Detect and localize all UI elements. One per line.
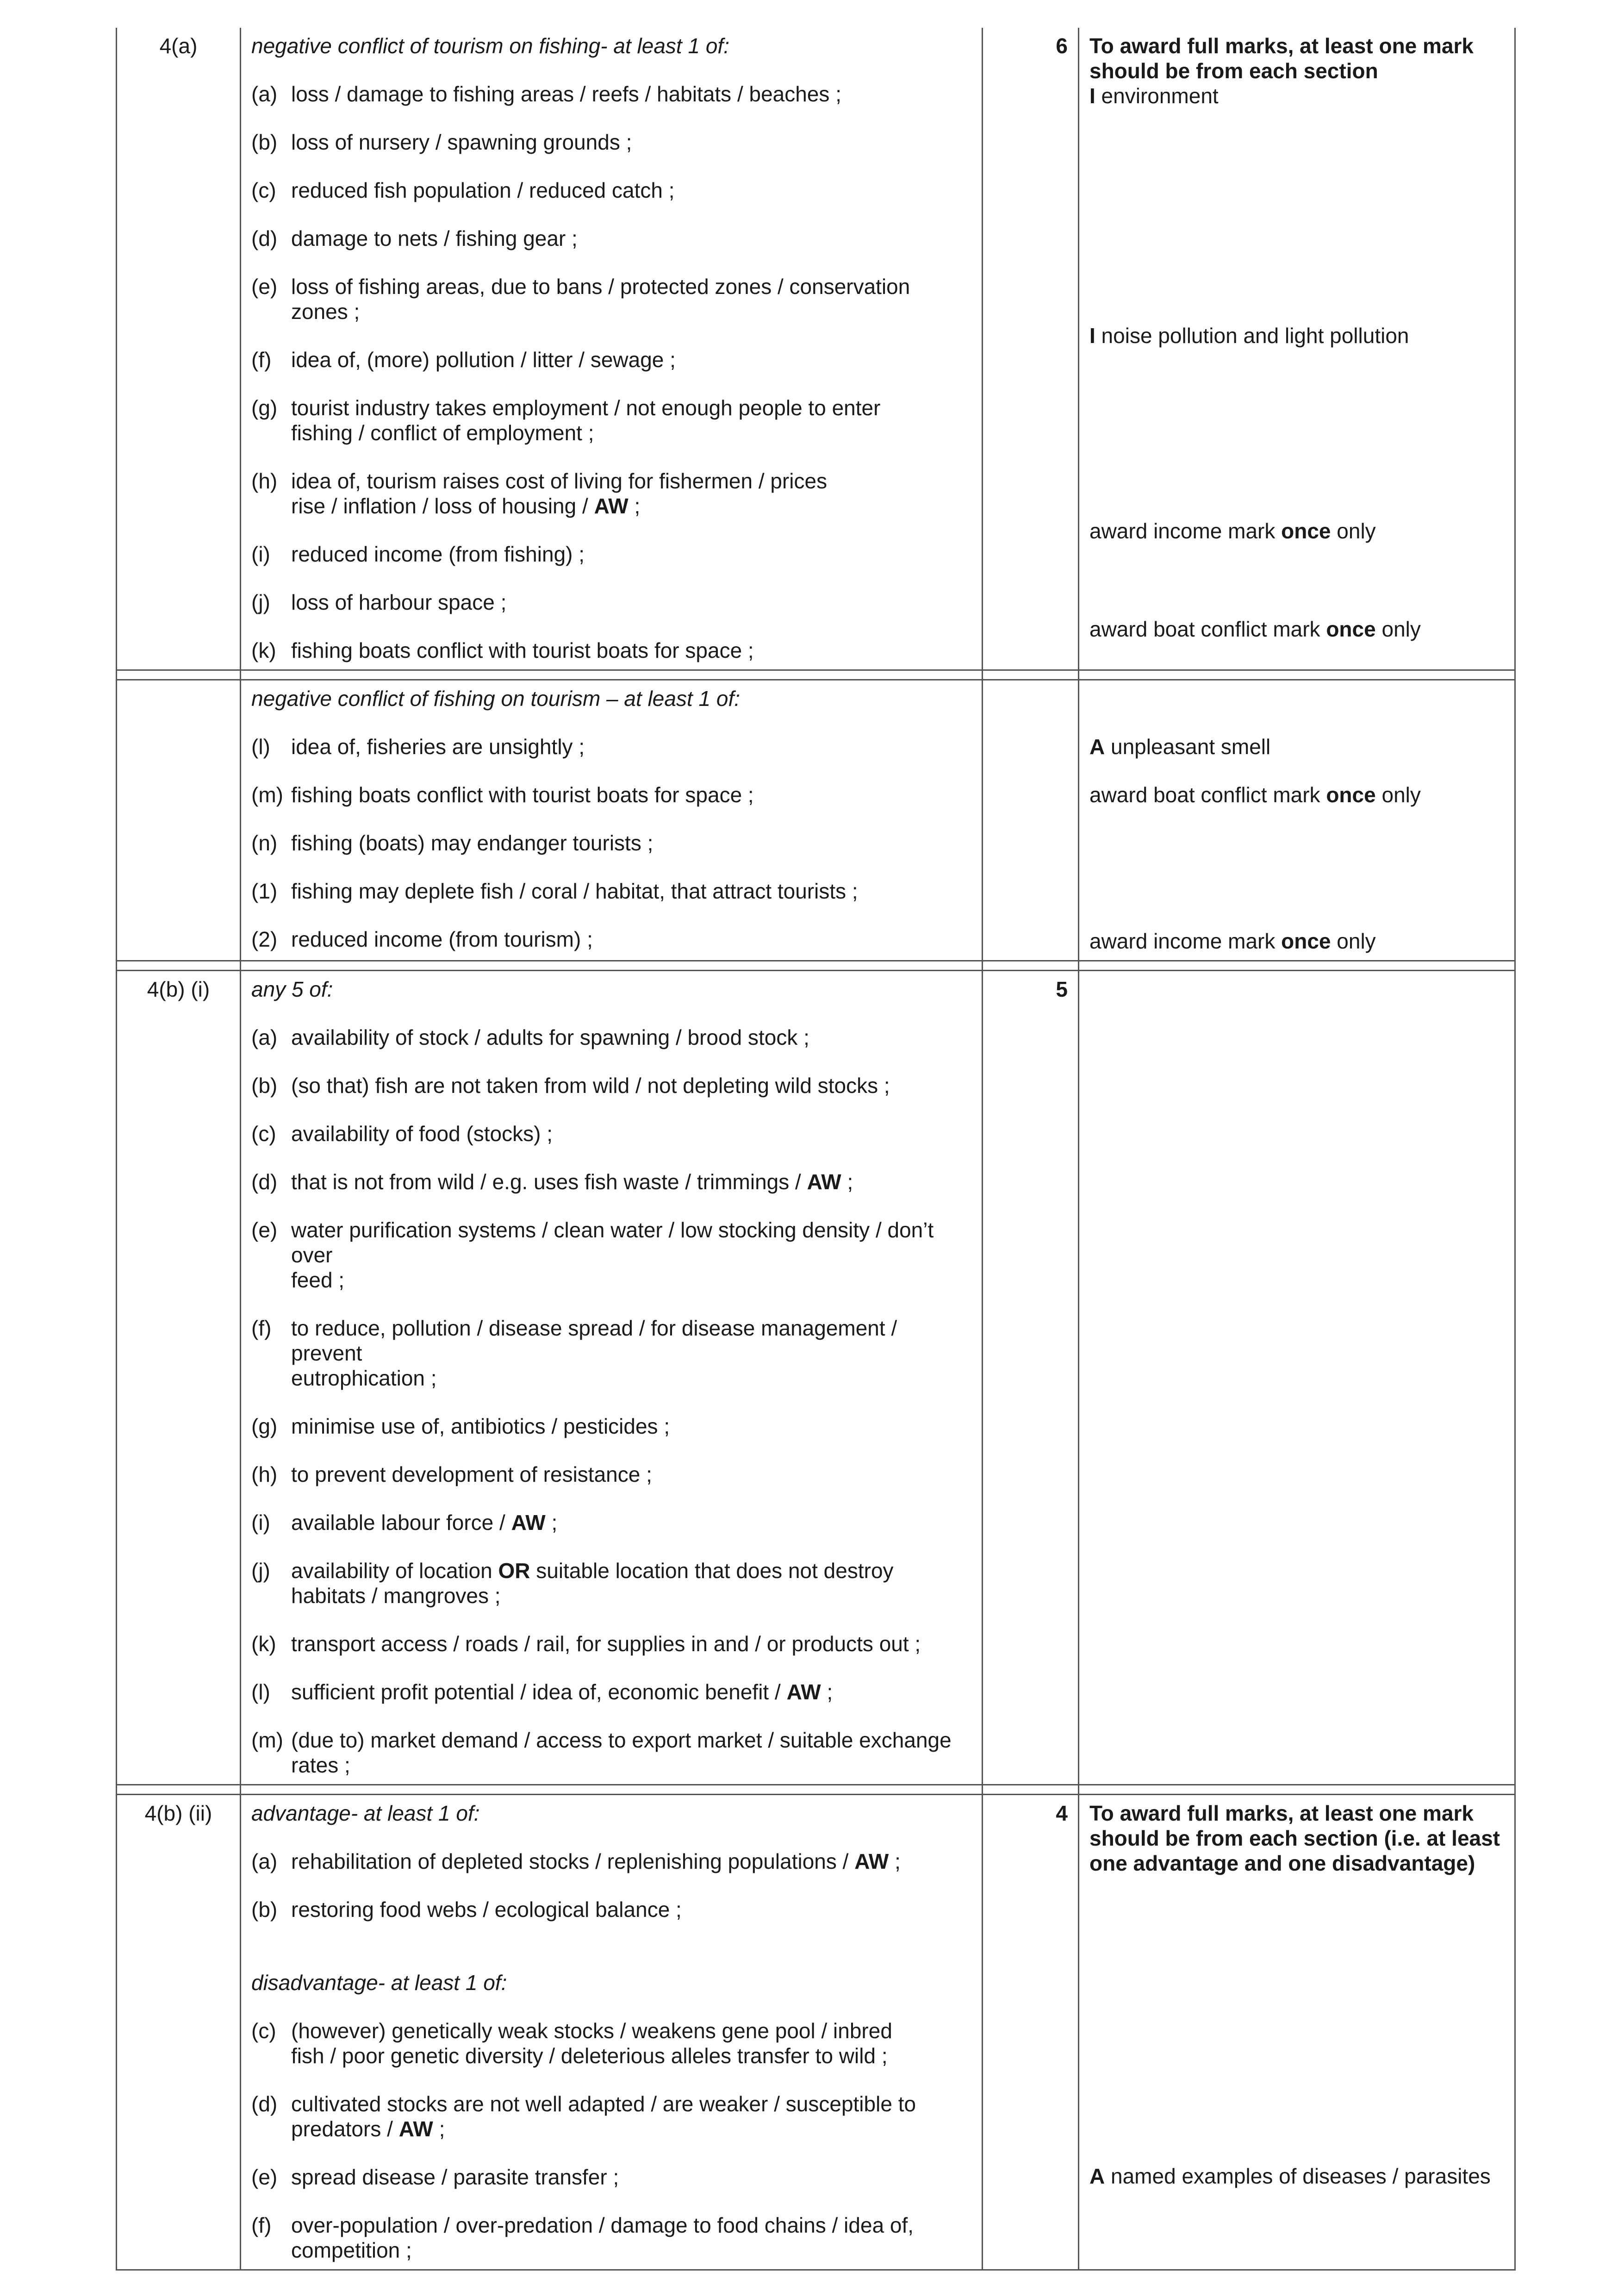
answer-item: (h) idea of, tourism raises cost of living for fishermen / prices: [251, 469, 828, 493]
answer-item: (f) idea of, (more) pollution / litter / sewage ;: [251, 348, 676, 372]
guidance-note: award boat conflict mark once only: [1089, 783, 1421, 807]
answer-item: (d) that is not from wild / e.g. uses fish waste / trimmings / AW ;: [251, 1170, 853, 1194]
answer-item: (c) reduced fish population / reduced catch ;: [251, 178, 675, 202]
marks-value: 6: [1056, 34, 1068, 58]
row-4a-tourism-on-fishing: [117, 28, 1515, 670]
guidance-accept: A named examples of diseases / parasites: [1089, 2164, 1491, 2188]
question-number-cell: [117, 28, 241, 670]
answer-item: (i) reduced income (from fishing) ;: [251, 542, 585, 566]
row-4a-fishing-on-tourism: [117, 680, 1515, 961]
guidance-note: award income mark once only: [1089, 519, 1376, 543]
question-number: 4(a): [159, 34, 198, 58]
answer-item: (c) (however) genetically weak stocks / weakens gene pool / inbred: [251, 2019, 892, 2043]
guidance-full-marks: To award full marks, at least one mark: [1089, 1801, 1474, 1825]
marks-value: 5: [1056, 977, 1068, 1001]
guidance-cell: To award full marks, at least one mark should be from each section I environment I noise pollution and light pollution award income mark once only award boat conflict mark once only: [1079, 28, 1515, 670]
answer-item: (n) fishing (boats) may endanger tourists ;: [251, 831, 653, 855]
guidance-ignore: I noise pollution and light pollution: [1089, 324, 1409, 348]
answer-item: (m) (due to) market demand / access to export market / suitable exchange: [251, 1728, 952, 1752]
answer-item: (f) over-population / over-predation / damage to food chains / idea of,: [251, 2213, 914, 2237]
answer-item: (k) transport access / roads / rail, for supplies in and / or products out ;: [251, 1632, 921, 1656]
answer-item: (e) spread disease / parasite transfer ;: [251, 2165, 619, 2189]
answer-item: (m) fishing boats conflict with tourist boats for space ;: [251, 783, 754, 807]
answer-item: (d) damage to nets / fishing gear ;: [251, 226, 578, 250]
group-heading: negative conflict of fishing on tourism – at least 1 of:: [251, 686, 740, 711]
answer-item: (e) water purification systems / clean water / low stocking density / don’t over: [251, 1218, 934, 1267]
guidance-note: award boat conflict mark once only: [1089, 617, 1421, 641]
row-4bii: 4(b) (ii) advantage- at least 1 of: (a) rehabilitation of depleted stocks / replenishing populations / AW ; (b) restoring food webs / ecological balance ; disadvantage- at least 1 of: (c) (however) genetically weak stocks / weakens gene pool / inbred fish / poor genetic diversity / deleterious alleles transfer to wild ; (d) cultivated stocks are not well adapted / are weaker / susceptible to predators / AW ; (e) spread disease / parasite transfer ; (f) over-population / over-predation / damage to food chains / idea of, competition ; 4 To award full marks, at least one mark should be from each section (i.e. at least one advantage and one disadvantage) A named examples of diseases / parasites: [117, 1795, 1515, 2270]
answer-item: (d) cultivated stocks are not well adapted / are weaker / susceptible to: [251, 2092, 916, 2116]
answer-item: (b) loss of nursery / spawning grounds ;: [251, 130, 632, 154]
answer-item: (k) fishing boats conflict with tourist boats for space ;: [251, 638, 754, 662]
group-heading: disadvantage- at least 1 of:: [251, 1971, 507, 1995]
guidance-ignore: I environment: [1089, 84, 1219, 108]
group-heading: advantage- at least 1 of:: [251, 1801, 480, 1825]
answer-item: (i) available labour force / AW ;: [251, 1510, 558, 1535]
answer-item: (h) to prevent development of resistance ;: [251, 1462, 652, 1486]
answer-item: (l) sufficient profit potential / idea of, economic benefit / AW ;: [251, 1680, 833, 1704]
answer-item: (b) (so that) fish are not taken from wild / not depleting wild stocks ;: [251, 1073, 890, 1098]
answer-cell: negative conflict of tourism on fishing- at least 1 of: (a) loss / damage to fishing areas / reefs / habitats / beaches ; (b) loss of nursery / spawning grounds ; (c) reduced fish population / reduced catch ; (d) damage to nets / fishing gear ; (e) loss of fishing areas, due to bans / protected zones / conservation zones ; (f) idea of, (more) pollution / litter / sewage ; (g) tourist industry takes employment / not enough people to enter fishing / conflict of employment ; (h) idea of, tourism raises cost of living for fishermen / prices rise / inflation / loss of housing / AW ; (i) reduced income (from fishing) ; (j) loss of harbour space ; (k) fishing boats conflict with tourist boats for space ;: [241, 28, 983, 670]
group-heading: negative conflict of tourism on fishing- at least 1 of:: [251, 34, 729, 58]
answer-item: (2) reduced income (from tourism) ;: [251, 927, 593, 951]
answer-item: (l) idea of, fisheries are unsightly ;: [251, 735, 585, 759]
answer-item: (b) restoring food webs / ecological balance ;: [251, 1897, 682, 1922]
answer-item: (j) availability of location OR suitable location that does not destroy: [251, 1559, 894, 1583]
question-number: 4(b) (i): [147, 977, 210, 1001]
answer-item: (a) rehabilitation of depleted stocks / replenishing populations / AW ;: [251, 1849, 901, 1873]
answer-item: (j) loss of harbour space ;: [251, 590, 507, 614]
answer-item: (e) loss of fishing areas, due to bans / protected zones / conservation: [251, 275, 910, 299]
answer-item: (g) tourist industry takes employment / not enough people to enter: [251, 396, 881, 420]
row-4bi: 4(b) (i) any 5 of: (a) availability of stock / adults for spawning / brood stock ; (b) (so that) fish are not taken from wild / not depleting wild stocks ; (c) availability of food (stocks) ; (d) that is not from wild / e.g. uses fish waste / trimmings / AW ; (e) water purification systems / clean water / low stocking density / don’t over feed ; (f) to reduce, pollution / disease spread / for disease management / prevent eutrophication ; (g) minimise use of, antibiotics / pesticides ; (h) to prevent development of resistance ; (i) available labour force / AW ; (j) availability of location OR suitable location that does not destroy habitats / mangroves ; (k) transport access / roads / rail, for supplies in and / or products out ; (l) sufficient profit potential / idea of, economic benefit / AW ; (m) (due to) market demand / access to export market / suitable exchange rates ; 5: [117, 971, 1515, 1785]
answer-item: (c) availability of food (stocks) ;: [251, 1122, 553, 1146]
answer-item: (a) availability of stock / adults for spawning / brood stock ;: [251, 1025, 809, 1049]
marks-cell: [983, 28, 1079, 670]
guidance-note: award income mark once only: [1089, 929, 1376, 953]
answer-item: (1) fishing may deplete fish / coral / habitat, that attract tourists ;: [251, 879, 858, 903]
answer-item: (g) minimise use of, antibiotics / pesticides ;: [251, 1414, 670, 1438]
guidance-full-marks: To award full marks, at least one mark: [1089, 34, 1474, 58]
group-heading: any 5 of:: [251, 977, 333, 1001]
marks-value: 4: [1056, 1801, 1068, 1825]
answer-item: (a) loss / damage to fishing areas / reefs / habitats / beaches ;: [251, 82, 841, 106]
mark-scheme-table: [116, 28, 1516, 2271]
guidance-accept: A unpleasant smell: [1089, 735, 1271, 759]
answer-item: (f) to reduce, pollution / disease spread / for disease management / prevent: [251, 1316, 897, 1365]
question-number: 4(b) (ii): [144, 1801, 212, 1825]
